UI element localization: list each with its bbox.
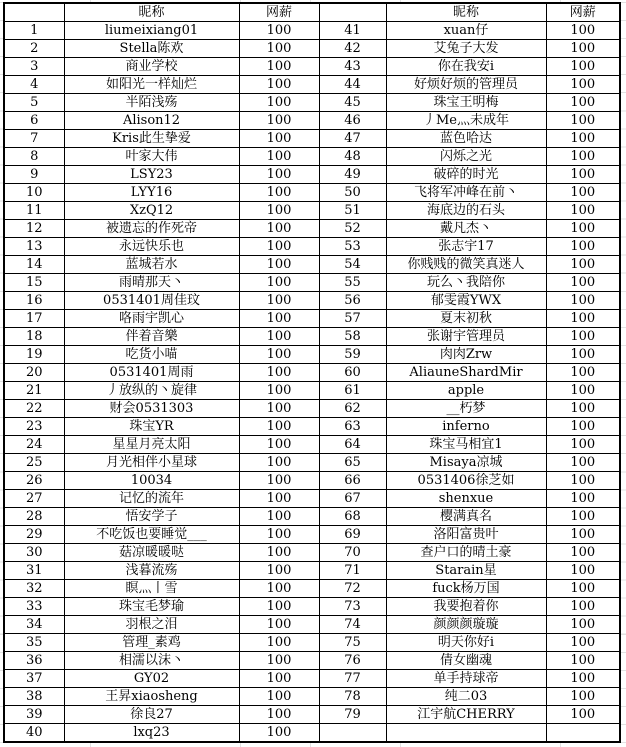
row-number-cell: 6: [4, 112, 64, 130]
table-row: [4, 562, 620, 580]
salary-cell: 100: [546, 310, 620, 328]
salary-cell: 100: [239, 148, 319, 166]
nickname-cell: 张志宇17: [386, 238, 546, 256]
salary-cell: 100: [546, 508, 620, 526]
salary-cell: 100: [546, 562, 620, 580]
salary-cell: 100: [546, 418, 620, 436]
nickname-cell: shenxue: [386, 490, 546, 508]
row-number-cell: 53: [319, 238, 386, 256]
nickname-cell: 樱满真名: [386, 508, 546, 526]
table-row: [4, 724, 620, 743]
nickname-cell: 被遗忘的作死帝: [64, 220, 239, 238]
row-number-cell: 72: [319, 580, 386, 598]
table-row: [4, 346, 620, 364]
table-row: [4, 472, 620, 490]
header-nickname-right: 昵称: [386, 3, 546, 22]
row-number-cell: 54: [319, 256, 386, 274]
salary-cell: 100: [239, 670, 319, 688]
nickname-cell: Misaya凉城: [386, 454, 546, 472]
table-row: [4, 76, 620, 94]
nickname-cell: 星星月亮太阳: [64, 436, 239, 454]
nickname-cell: Kris此生挚爱: [64, 130, 239, 148]
nickname-cell: 单手持球帝: [386, 670, 546, 688]
nickname-cell: 0531406徐芝如: [386, 472, 546, 490]
row-number-cell: 34: [4, 616, 64, 634]
row-number-cell: 42: [319, 40, 386, 58]
salary-cell: 100: [239, 400, 319, 418]
row-number-cell: 8: [4, 148, 64, 166]
salary-cell: 100: [546, 616, 620, 634]
nickname-cell: 夏末初秋: [386, 310, 546, 328]
salary-cell: [546, 724, 620, 743]
table-row: [4, 112, 620, 130]
nickname-cell: 如阳光一样灿烂: [64, 76, 239, 94]
salary-cell: 100: [546, 634, 620, 652]
salary-cell: 100: [239, 274, 319, 292]
table-row: [4, 310, 620, 328]
row-number-cell: 17: [4, 310, 64, 328]
salary-cell: 100: [546, 22, 620, 40]
nickname-cell: __朽梦: [386, 400, 546, 418]
nickname-cell: 飞将军冲峰在前丶: [386, 184, 546, 202]
row-number-cell: 50: [319, 184, 386, 202]
salary-cell: 100: [546, 148, 620, 166]
salary-cell: 100: [239, 598, 319, 616]
nickname-cell: 0531401周佳玟: [64, 292, 239, 310]
table-row: [4, 22, 620, 40]
nickname-cell: 叶家大伟: [64, 148, 239, 166]
nickname-cell: [386, 724, 546, 743]
nickname-cell: LSY23: [64, 166, 239, 184]
row-number-cell: 78: [319, 688, 386, 706]
salary-cell: 100: [546, 130, 620, 148]
salary-cell: 100: [546, 238, 620, 256]
salary-cell: 100: [546, 526, 620, 544]
table-row: [4, 652, 620, 670]
nickname-cell: 蓝色哈达: [386, 130, 546, 148]
row-number-cell: 33: [4, 598, 64, 616]
salary-cell: 100: [546, 166, 620, 184]
salary-cell: 100: [239, 94, 319, 112]
row-number-cell: 73: [319, 598, 386, 616]
row-number-cell: 56: [319, 292, 386, 310]
table-row: [4, 526, 620, 544]
nickname-cell: 吃货小喵: [64, 346, 239, 364]
nickname-cell: 珠宝毛梦瑜: [64, 598, 239, 616]
row-number-cell: 26: [4, 472, 64, 490]
nickname-cell: 王昇xiaosheng: [64, 688, 239, 706]
salary-cell: 100: [239, 382, 319, 400]
row-number-cell: 22: [4, 400, 64, 418]
nickname-cell: 0531401周雨: [64, 364, 239, 382]
row-number-cell: 38: [4, 688, 64, 706]
nickname-cell: 你在我安i: [386, 58, 546, 76]
nickname-cell: 10034: [64, 472, 239, 490]
salary-cell: 100: [239, 652, 319, 670]
nickname-cell: GY02: [64, 670, 239, 688]
nickname-cell: 海底边的石头: [386, 202, 546, 220]
row-number-cell: 32: [4, 580, 64, 598]
table-row: [4, 364, 620, 382]
nickname-cell: 肉肉Zrw: [386, 346, 546, 364]
row-number-cell: 3: [4, 58, 64, 76]
salary-cell: 100: [546, 400, 620, 418]
table-row: [4, 184, 620, 202]
row-number-cell: 77: [319, 670, 386, 688]
table-row: [4, 436, 620, 454]
salary-cell: 100: [239, 292, 319, 310]
nickname-cell: 商业学校: [64, 58, 239, 76]
row-number-cell: 57: [319, 310, 386, 328]
row-number-cell: 16: [4, 292, 64, 310]
row-number-cell: 71: [319, 562, 386, 580]
nickname-cell: 纯二03: [386, 688, 546, 706]
salary-cell: 100: [239, 22, 319, 40]
nickname-cell: 明天你好i: [386, 634, 546, 652]
header-row: [4, 3, 620, 22]
nickname-cell: 咯雨宇凯心: [64, 310, 239, 328]
row-number-cell: 70: [319, 544, 386, 562]
nickname-cell: LYY16: [64, 184, 239, 202]
table-row: [4, 292, 620, 310]
salary-cell: 100: [546, 184, 620, 202]
salary-cell: 100: [546, 472, 620, 490]
salary-cell: 100: [546, 436, 620, 454]
table-row: [4, 508, 620, 526]
row-number-cell: 51: [319, 202, 386, 220]
row-number-cell: 47: [319, 130, 386, 148]
salary-cell: 100: [546, 598, 620, 616]
table-row: [4, 688, 620, 706]
table-row: [4, 454, 620, 472]
salary-cell: 100: [239, 112, 319, 130]
table-row: [4, 130, 620, 148]
row-number-cell: 35: [4, 634, 64, 652]
row-number-cell: 4: [4, 76, 64, 94]
salary-cell: 100: [546, 112, 620, 130]
row-number-cell: 48: [319, 148, 386, 166]
row-number-cell: 5: [4, 94, 64, 112]
nickname-cell: 我要抱着你: [386, 598, 546, 616]
nickname-cell: fuck杨万国: [386, 580, 546, 598]
nickname-cell: 你贱贱的微笑真迷人: [386, 256, 546, 274]
salary-cell: 100: [239, 706, 319, 724]
table-row: [4, 40, 620, 58]
table-row: [4, 94, 620, 112]
row-number-cell: 64: [319, 436, 386, 454]
row-number-cell: 2: [4, 40, 64, 58]
row-number-cell: 46: [319, 112, 386, 130]
salary-cell: 100: [546, 256, 620, 274]
salary-cell: 100: [546, 670, 620, 688]
salary-cell: 100: [239, 580, 319, 598]
nickname-cell: 羽根之泪: [64, 616, 239, 634]
nickname-cell: 戴凡杰丶: [386, 220, 546, 238]
salary-cell: 100: [239, 688, 319, 706]
salary-cell: 100: [546, 454, 620, 472]
nickname-cell: 艾兔子大发: [386, 40, 546, 58]
nickname-cell: 徐良27: [64, 706, 239, 724]
table-row: [4, 616, 620, 634]
salary-cell: 100: [546, 292, 620, 310]
salary-cell: 100: [546, 328, 620, 346]
row-number-cell: 23: [4, 418, 64, 436]
salary-cell: 100: [546, 580, 620, 598]
nickname-cell: Starain星: [386, 562, 546, 580]
row-number-cell: 59: [319, 346, 386, 364]
nickname-cell: 雨晴那天丶: [64, 274, 239, 292]
nickname-cell: 半陌浅殇: [64, 94, 239, 112]
nickname-cell: 蓝城若水: [64, 256, 239, 274]
salary-cell: 100: [546, 382, 620, 400]
row-number-cell: 49: [319, 166, 386, 184]
row-number-cell: 61: [319, 382, 386, 400]
row-number-cell: 37: [4, 670, 64, 688]
nickname-cell: 江宇航CHERRY: [386, 706, 546, 724]
salary-cell: 100: [239, 472, 319, 490]
nickname-cell: 珠宝马相宜1: [386, 436, 546, 454]
row-number-cell: 44: [319, 76, 386, 94]
row-number-cell: 12: [4, 220, 64, 238]
row-number-cell: 75: [319, 634, 386, 652]
table-row: [4, 166, 620, 184]
header-salary-right: 网薪: [546, 3, 620, 22]
salary-cell: 100: [546, 490, 620, 508]
nickname-cell: 瞑灬丨雪: [64, 580, 239, 598]
row-number-cell: 43: [319, 58, 386, 76]
salary-cell: 100: [239, 364, 319, 382]
salary-cell: 100: [239, 346, 319, 364]
table-row: [4, 400, 620, 418]
table-row: [4, 328, 620, 346]
row-number-cell: 28: [4, 508, 64, 526]
nickname-cell: apple: [386, 382, 546, 400]
row-number-cell: 21: [4, 382, 64, 400]
nickname-cell: 浅暮流殇: [64, 562, 239, 580]
nickname-cell: 颜颜颜璇璇: [386, 616, 546, 634]
nickname-cell: 月光相伴小星球: [64, 454, 239, 472]
row-number-cell: 65: [319, 454, 386, 472]
nickname-cell: 玩么丶我陪你: [386, 274, 546, 292]
salary-cell: 100: [239, 58, 319, 76]
row-number-cell: 27: [4, 490, 64, 508]
salary-cell: 100: [239, 220, 319, 238]
salary-cell: 100: [239, 310, 319, 328]
row-number-cell: 24: [4, 436, 64, 454]
table-row: [4, 238, 620, 256]
row-number-cell: 74: [319, 616, 386, 634]
row-number-cell: 1: [4, 22, 64, 40]
salary-cell: 100: [546, 94, 620, 112]
salary-cell: 100: [239, 634, 319, 652]
row-number-cell: 25: [4, 454, 64, 472]
row-number-cell: 68: [319, 508, 386, 526]
nickname-cell: 记忆的流年: [64, 490, 239, 508]
table-row: [4, 580, 620, 598]
row-number-cell: 18: [4, 328, 64, 346]
salary-cell: 100: [546, 274, 620, 292]
header-blank-right: [319, 3, 386, 22]
nickname-cell: xuan仔: [386, 22, 546, 40]
nickname-cell: 查户口的晴土豪: [386, 544, 546, 562]
row-number-cell: 40: [4, 724, 64, 743]
row-number-cell: 15: [4, 274, 64, 292]
row-number-cell: 10: [4, 184, 64, 202]
salary-cell: 100: [239, 256, 319, 274]
nickname-cell: 珠宝王明梅: [386, 94, 546, 112]
table-row: [4, 274, 620, 292]
nickname-cell: 相濡以沫丶: [64, 652, 239, 670]
salary-cell: 100: [239, 166, 319, 184]
table-row: [4, 256, 620, 274]
row-number-cell: 20: [4, 364, 64, 382]
salary-cell: 100: [546, 364, 620, 382]
row-number-cell: 9: [4, 166, 64, 184]
salary-cell: 100: [546, 688, 620, 706]
row-number-cell: 41: [319, 22, 386, 40]
salary-cell: 100: [239, 40, 319, 58]
nickname-cell: Alison12: [64, 112, 239, 130]
row-number-cell: 76: [319, 652, 386, 670]
salary-cell: 100: [546, 346, 620, 364]
row-number-cell: 19: [4, 346, 64, 364]
salary-cell: 100: [239, 490, 319, 508]
salary-cell: 100: [546, 40, 620, 58]
nickname-cell: 菇凉暖暖哒: [64, 544, 239, 562]
nickname-cell: 丿放纵的丶旋律: [64, 382, 239, 400]
row-number-cell: 39: [4, 706, 64, 724]
table-row: [4, 706, 620, 724]
nickname-cell: Stella陈欢: [64, 40, 239, 58]
row-number-cell: 30: [4, 544, 64, 562]
row-number-cell: 7: [4, 130, 64, 148]
roster-table: [3, 2, 621, 743]
header-blank-left: [4, 3, 64, 22]
nickname-cell: 悟安学子: [64, 508, 239, 526]
nickname-cell: 张谢宇管理员: [386, 328, 546, 346]
nickname-cell: lxq23: [64, 724, 239, 743]
nickname-cell: 管理_素鸡: [64, 634, 239, 652]
nickname-cell: 永远快乐也: [64, 238, 239, 256]
row-number-cell: [319, 724, 386, 743]
salary-cell: 100: [239, 130, 319, 148]
row-number-cell: 79: [319, 706, 386, 724]
roster-table-body: [4, 22, 620, 743]
row-number-cell: 29: [4, 526, 64, 544]
salary-cell: 100: [239, 616, 319, 634]
salary-cell: 100: [239, 508, 319, 526]
table-row: [4, 202, 620, 220]
salary-cell: 100: [546, 58, 620, 76]
salary-cell: 100: [239, 436, 319, 454]
salary-cell: 100: [239, 526, 319, 544]
salary-cell: 100: [239, 544, 319, 562]
nickname-cell: 倩女幽魂: [386, 652, 546, 670]
row-number-cell: 11: [4, 202, 64, 220]
table-row: [4, 148, 620, 166]
row-number-cell: 67: [319, 490, 386, 508]
row-number-cell: 14: [4, 256, 64, 274]
row-number-cell: 55: [319, 274, 386, 292]
table-row: [4, 670, 620, 688]
salary-cell: 100: [546, 706, 620, 724]
table-row: [4, 598, 620, 616]
nickname-cell: 好烦好烦的管理员: [386, 76, 546, 94]
row-number-cell: 52: [319, 220, 386, 238]
nickname-cell: 郁雯霞YWX: [386, 292, 546, 310]
salary-cell: 100: [546, 76, 620, 94]
nickname-cell: 珠宝YR: [64, 418, 239, 436]
nickname-cell: 闪烁之光: [386, 148, 546, 166]
table-row: [4, 634, 620, 652]
salary-cell: 100: [239, 184, 319, 202]
row-number-cell: 63: [319, 418, 386, 436]
salary-cell: 100: [239, 562, 319, 580]
table-row: [4, 220, 620, 238]
table-row: [4, 382, 620, 400]
table-row: [4, 490, 620, 508]
row-number-cell: 31: [4, 562, 64, 580]
salary-cell: 100: [239, 418, 319, 436]
row-number-cell: 62: [319, 400, 386, 418]
salary-cell: 100: [239, 238, 319, 256]
nickname-cell: 破碎的时光: [386, 166, 546, 184]
nickname-cell: 财会0531303: [64, 400, 239, 418]
header-nickname-left: 昵称: [64, 3, 239, 22]
salary-cell: 100: [546, 544, 620, 562]
table-row: [4, 418, 620, 436]
row-number-cell: 45: [319, 94, 386, 112]
nickname-cell: 伴着音樂: [64, 328, 239, 346]
salary-cell: 100: [239, 328, 319, 346]
nickname-cell: 洛阳富贵叶: [386, 526, 546, 544]
nickname-cell: 不吃饭也要睡觉___: [64, 526, 239, 544]
nickname-cell: XzQ12: [64, 202, 239, 220]
header-salary-left: 网薪: [239, 3, 319, 22]
salary-cell: 100: [239, 724, 319, 743]
nickname-cell: inferno: [386, 418, 546, 436]
salary-cell: 100: [546, 652, 620, 670]
table-row: [4, 544, 620, 562]
nickname-cell: 丿Me灬未成年: [386, 112, 546, 130]
salary-cell: 100: [546, 220, 620, 238]
row-number-cell: 36: [4, 652, 64, 670]
nickname-cell: AliauneShardMir: [386, 364, 546, 382]
nickname-cell: liumeixiang01: [64, 22, 239, 40]
salary-cell: 100: [239, 202, 319, 220]
table-row: [4, 58, 620, 76]
salary-cell: 100: [239, 76, 319, 94]
row-number-cell: 60: [319, 364, 386, 382]
row-number-cell: 69: [319, 526, 386, 544]
salary-cell: 100: [546, 202, 620, 220]
row-number-cell: 13: [4, 238, 64, 256]
row-number-cell: 66: [319, 472, 386, 490]
salary-cell: 100: [239, 454, 319, 472]
row-number-cell: 58: [319, 328, 386, 346]
